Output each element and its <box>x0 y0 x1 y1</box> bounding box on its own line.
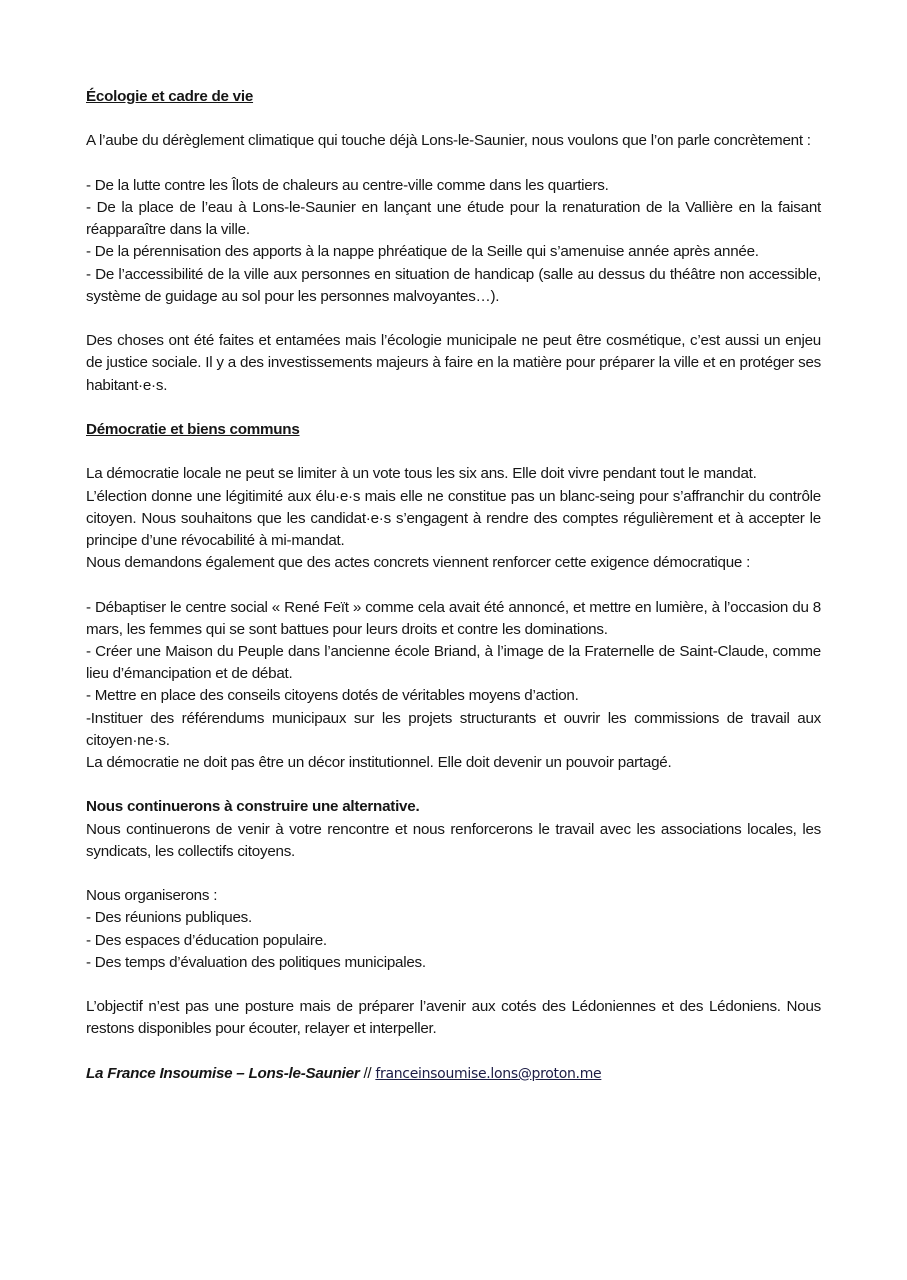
ecologie-item: - De la lutte contre les Îlots de chaleurs au centre-ville comme dans les quartiers. <box>86 176 609 194</box>
document-page <box>86 86 821 1085</box>
democratie-item: - Créer une Maison du Peuple dans l’ancienne école Briand, à l’image de la Fraternelle de Saint-Claude, comme lieu d’émancipation et de débat. <box>86 642 821 683</box>
section-heading-ecologie: Écologie et cadre de vie <box>86 88 254 105</box>
alternative-paragraph: Nous continuerons de venir à votre rencontre et nous renforcerons le travail avec les associations locales, les syndicats, les collectifs citoyens. <box>86 820 821 860</box>
democratie-item: - Mettre en place des conseils citoyens dotés de véritables moyens d’action. <box>86 687 579 705</box>
ecologie-intro: A l’aube du dérèglement climatique qui touche déjà Lons-le-Saunier, nous voulons que l’on parle concrètement : <box>86 132 811 150</box>
closing-paragraph: L’objectif n’est pas une posture mais de préparer l’avenir aux cotés des Lédoniennes et des Lédoniens. Nous restons disponibles pour écouter, relayer et interpeller. <box>86 998 821 1038</box>
signature-line <box>86 1063 821 1085</box>
email-link[interactable]: franceinsoumise.lons@proton.me <box>375 1065 602 1082</box>
section-heading-democratie: Démocratie et biens communs <box>86 420 300 438</box>
alternative-item: - Des espaces d’éducation populaire. <box>86 931 327 949</box>
ecologie-item: - De la pérennisation des apports à la nappe phréatique de la Seille qui s’amenuise année après année. <box>86 243 759 261</box>
ecologie-conclusion: Des choses ont été faites et entamées mais l’écologie municipale ne peut être cosmétique, c’est aussi un enjeu de justice sociale. Il y a des investissements majeurs à faire en la matière pour préparer la ville et en protéger ses habitant·e·s. <box>86 332 821 394</box>
ecologie-item: - De l’accessibilité de la ville aux personnes en situation de handicap (salle au dessus du théâtre non accessible, système de guidage au sol pour les personnes malvoyantes…). <box>86 265 821 305</box>
democratie-conclusion: La démocratie ne doit pas être un décor institutionnel. Elle doit devenir un pouvoir partagé. <box>86 754 672 771</box>
section-heading-alternative: Nous continuerons à construire une alternative. <box>86 798 420 816</box>
alternative-item: - Des temps d’évaluation des politiques municipales. <box>86 953 426 971</box>
democratie-item: -Instituer des référendums municipaux sur les projets structurants et ouvrir les commissions de travail aux citoyen·ne·s. <box>86 709 821 749</box>
democratie-paragraph: L’élection donne une légitimité aux élu·e·s mais elle ne constitue pas un blanc-seing pour s’affranchir du contrôle citoyen. Nous souhaitons que les candidat·e·s s’engagent à rendre des comptes régulièrement et à accepter le principe d’une révocabilité à mi-mandat. <box>86 487 821 549</box>
signature-organization: La France Insoumise – Lons-le-Saunier <box>86 1064 360 1082</box>
democratie-paragraph: Nous demandons également que des actes concrets viennent renforcer cette exigence démocratique : <box>86 554 751 572</box>
signature-separator: // <box>359 1064 376 1082</box>
alternative-item: - Des réunions publiques. <box>86 909 252 927</box>
ecologie-item: - De la place de l’eau à Lons-le-Saunier en lançant une étude pour la renaturation de la Vallière en la faisant réapparaître dans la ville. <box>86 198 821 239</box>
democratie-paragraph: La démocratie locale ne peut se limiter à un vote tous les six ans. Elle doit vivre pendant tout le mandat. <box>86 465 757 483</box>
alternative-list-intro: Nous organiserons : <box>86 887 218 905</box>
democratie-item: - Débaptiser le centre social « René Feït » comme cela avait été annoncé, et mettre en lumière, à l’occasion du 8 mars, les femmes qui se sont battues pour leurs droits et contre les dominations. <box>86 598 821 638</box>
